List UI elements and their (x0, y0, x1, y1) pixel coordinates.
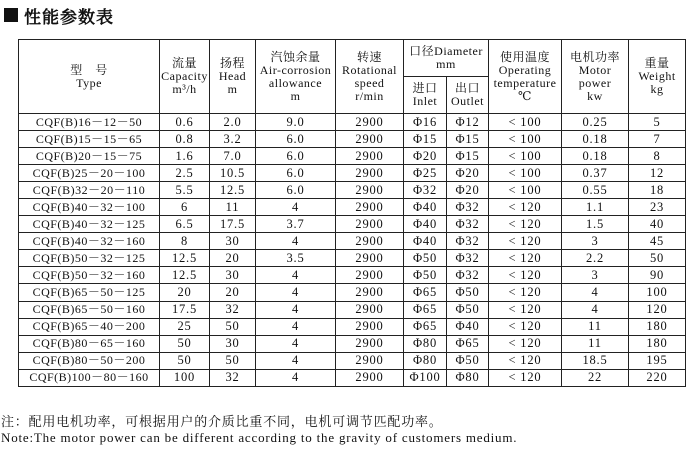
cell-flow: 8 (160, 233, 210, 250)
table-row (19, 301, 686, 318)
header-power: 电机功率 Motor power kw (562, 40, 629, 114)
table-row (19, 352, 686, 369)
cell-corrosion: 4 (256, 301, 336, 318)
cell-corrosion: 6.0 (256, 131, 336, 148)
cell-corrosion: 6.0 (256, 182, 336, 199)
table-row (19, 131, 686, 148)
cell-flow: 17.5 (160, 301, 210, 318)
cell-speed: 2900 (336, 165, 404, 182)
cell-power: 0.37 (562, 165, 629, 182)
cell-temperature: < 120 (489, 284, 562, 301)
cell-head: 2.0 (210, 114, 256, 131)
cell-outlet: Φ15 (447, 148, 489, 165)
cell-temperature: < 120 (489, 352, 562, 369)
cell-type: CQF(B)32－20－110 (19, 182, 160, 199)
cell-speed: 2900 (336, 369, 404, 386)
cell-corrosion: 4 (256, 233, 336, 250)
cell-speed: 2900 (336, 335, 404, 352)
table-row (19, 182, 686, 199)
cell-inlet: Φ80 (404, 352, 447, 369)
cell-inlet: Φ100 (404, 369, 447, 386)
cell-speed: 2900 (336, 199, 404, 216)
cell-weight: 50 (629, 250, 686, 267)
cell-temperature: < 120 (489, 199, 562, 216)
cell-weight: 180 (629, 318, 686, 335)
cell-outlet: Φ20 (447, 182, 489, 199)
table-row (19, 233, 686, 250)
table-row (19, 148, 686, 165)
cell-outlet: Φ65 (447, 335, 489, 352)
header-weight: 重量 Weight kg (629, 40, 686, 114)
cell-power: 0.55 (562, 182, 629, 199)
cell-power: 4 (562, 284, 629, 301)
cell-type: CQF(B)50－32－160 (19, 267, 160, 284)
cell-head: 50 (210, 318, 256, 335)
note-english: Note:The motor power can be different according to the gravity of customers medium. (1, 430, 518, 445)
cell-corrosion: 4 (256, 284, 336, 301)
cell-type: CQF(B)80－65－160 (19, 335, 160, 352)
cell-inlet: Φ50 (404, 267, 447, 284)
cell-weight: 40 (629, 216, 686, 233)
cell-head: 50 (210, 352, 256, 369)
cell-flow: 6.5 (160, 216, 210, 233)
cell-speed: 2900 (336, 301, 404, 318)
table-body (19, 114, 686, 387)
cell-inlet: Φ40 (404, 233, 447, 250)
table-row (19, 335, 686, 352)
table-row (19, 318, 686, 335)
table-row (19, 199, 686, 216)
table-row (19, 267, 686, 284)
cell-weight: 180 (629, 335, 686, 352)
cell-flow: 50 (160, 352, 210, 369)
cell-flow: 12.5 (160, 267, 210, 284)
section-title: 性能参数表 (24, 7, 114, 28)
note-chinese: 注：配用电机功率，可根据用户的介质比重不同，电机可调节匹配功率。 (1, 414, 443, 429)
cell-weight: 23 (629, 199, 686, 216)
performance-parameter-table (18, 39, 686, 387)
cell-power: 2.2 (562, 250, 629, 267)
cell-weight: 195 (629, 352, 686, 369)
cell-type: CQF(B)80－50－200 (19, 352, 160, 369)
square-bullet-icon (4, 8, 18, 22)
cell-head: 32 (210, 369, 256, 386)
cell-speed: 2900 (336, 318, 404, 335)
cell-flow: 6 (160, 199, 210, 216)
cell-inlet: Φ25 (404, 165, 447, 182)
cell-inlet: Φ20 (404, 148, 447, 165)
cell-speed: 2900 (336, 216, 404, 233)
cell-speed: 2900 (336, 284, 404, 301)
cell-outlet: Φ12 (447, 114, 489, 131)
cell-inlet: Φ16 (404, 114, 447, 131)
cell-type: CQF(B)20－15－75 (19, 148, 160, 165)
section-heading (4, 2, 114, 28)
cell-inlet: Φ32 (404, 182, 447, 199)
cell-speed: 2900 (336, 352, 404, 369)
cell-speed: 2900 (336, 267, 404, 284)
cell-flow: 25 (160, 318, 210, 335)
cell-temperature: < 120 (489, 233, 562, 250)
cell-inlet: Φ80 (404, 335, 447, 352)
cell-flow: 1.6 (160, 148, 210, 165)
cell-outlet: Φ40 (447, 318, 489, 335)
cell-flow: 0.6 (160, 114, 210, 131)
cell-speed: 2900 (336, 250, 404, 267)
cell-power: 4 (562, 301, 629, 318)
cell-type: CQF(B)16－12－50 (19, 114, 160, 131)
cell-power: 0.18 (562, 131, 629, 148)
cell-head: 30 (210, 267, 256, 284)
cell-outlet: Φ80 (447, 369, 489, 386)
cell-corrosion: 4 (256, 369, 336, 386)
header-corrosion: 汽蚀余量 Air-corrosion allowance m (256, 40, 336, 114)
cell-outlet: Φ15 (447, 131, 489, 148)
cell-type: CQF(B)40－32－125 (19, 216, 160, 233)
cell-corrosion: 9.0 (256, 114, 336, 131)
cell-corrosion: 3.5 (256, 250, 336, 267)
cell-power: 18.5 (562, 352, 629, 369)
cell-head: 3.2 (210, 131, 256, 148)
cell-head: 32 (210, 301, 256, 318)
cell-type: CQF(B)65－50－160 (19, 301, 160, 318)
cell-temperature: < 100 (489, 165, 562, 182)
cell-type: CQF(B)65－50－125 (19, 284, 160, 301)
cell-speed: 2900 (336, 233, 404, 250)
cell-outlet: Φ32 (447, 250, 489, 267)
cell-power: 1.1 (562, 199, 629, 216)
cell-power: 11 (562, 335, 629, 352)
cell-corrosion: 4 (256, 199, 336, 216)
header-head: 扬程 Head m (210, 40, 256, 114)
cell-speed: 2900 (336, 131, 404, 148)
cell-inlet: Φ40 (404, 216, 447, 233)
cell-corrosion: 4 (256, 352, 336, 369)
cell-inlet: Φ65 (404, 318, 447, 335)
cell-weight: 7 (629, 131, 686, 148)
cell-outlet: Φ32 (447, 216, 489, 233)
cell-speed: 2900 (336, 182, 404, 199)
header-diameter: 口径Diameter mm (404, 40, 489, 77)
notes (1, 414, 699, 446)
table-row (19, 284, 686, 301)
cell-type: CQF(B)15－15－65 (19, 131, 160, 148)
cell-corrosion: 3.7 (256, 216, 336, 233)
cell-outlet: Φ32 (447, 199, 489, 216)
cell-outlet: Φ50 (447, 301, 489, 318)
cell-flow: 0.8 (160, 131, 210, 148)
cell-inlet: Φ65 (404, 284, 447, 301)
cell-type: CQF(B)100－80－160 (19, 369, 160, 386)
cell-weight: 45 (629, 233, 686, 250)
table-row (19, 250, 686, 267)
cell-speed: 2900 (336, 114, 404, 131)
cell-inlet: Φ65 (404, 301, 447, 318)
cell-weight: 120 (629, 301, 686, 318)
cell-corrosion: 4 (256, 335, 336, 352)
cell-temperature: < 100 (489, 182, 562, 199)
header-inlet: 进口 Inlet (404, 77, 447, 114)
cell-power: 3 (562, 267, 629, 284)
cell-temperature: < 120 (489, 250, 562, 267)
cell-head: 17.5 (210, 216, 256, 233)
cell-flow: 2.5 (160, 165, 210, 182)
cell-weight: 12 (629, 165, 686, 182)
table-row (19, 369, 686, 386)
cell-weight: 5 (629, 114, 686, 131)
cell-power: 11 (562, 318, 629, 335)
table-row (19, 216, 686, 233)
cell-inlet: Φ15 (404, 131, 447, 148)
cell-type: CQF(B)40－32－100 (19, 199, 160, 216)
cell-head: 11 (210, 199, 256, 216)
cell-flow: 5.5 (160, 182, 210, 199)
cell-temperature: < 100 (489, 114, 562, 131)
header-speed: 转速 Rotational speed r/min (336, 40, 404, 114)
cell-corrosion: 6.0 (256, 165, 336, 182)
cell-head: 10.5 (210, 165, 256, 182)
cell-type: CQF(B)65－40－200 (19, 318, 160, 335)
cell-weight: 100 (629, 284, 686, 301)
cell-temperature: < 120 (489, 335, 562, 352)
cell-inlet: Φ50 (404, 250, 447, 267)
cell-outlet: Φ32 (447, 267, 489, 284)
cell-type: CQF(B)25－20－100 (19, 165, 160, 182)
cell-corrosion: 4 (256, 267, 336, 284)
cell-power: 1.5 (562, 216, 629, 233)
cell-outlet: Φ20 (447, 165, 489, 182)
cell-power: 0.18 (562, 148, 629, 165)
cell-temperature: < 100 (489, 148, 562, 165)
cell-power: 3 (562, 233, 629, 250)
cell-weight: 18 (629, 182, 686, 199)
header-outlet: 出口 Outlet (447, 77, 489, 114)
cell-type: CQF(B)40－32－160 (19, 233, 160, 250)
cell-flow: 12.5 (160, 250, 210, 267)
cell-temperature: < 120 (489, 318, 562, 335)
cell-outlet: Φ50 (447, 284, 489, 301)
cell-corrosion: 6.0 (256, 148, 336, 165)
cell-flow: 50 (160, 335, 210, 352)
cell-weight: 220 (629, 369, 686, 386)
header-flow: 流量 Capacity m³/h (160, 40, 210, 114)
cell-type: CQF(B)50－32－125 (19, 250, 160, 267)
cell-head: 30 (210, 233, 256, 250)
cell-flow: 100 (160, 369, 210, 386)
cell-speed: 2900 (336, 148, 404, 165)
cell-temperature: < 120 (489, 301, 562, 318)
header-temperature: 使用温度 Operating temperature ℃ (489, 40, 562, 114)
cell-outlet: Φ50 (447, 352, 489, 369)
table-row (19, 114, 686, 131)
cell-flow: 20 (160, 284, 210, 301)
cell-head: 20 (210, 284, 256, 301)
cell-head: 7.0 (210, 148, 256, 165)
cell-weight: 90 (629, 267, 686, 284)
cell-temperature: < 100 (489, 131, 562, 148)
cell-temperature: < 120 (489, 369, 562, 386)
cell-outlet: Φ32 (447, 233, 489, 250)
cell-temperature: < 120 (489, 267, 562, 284)
cell-power: 22 (562, 369, 629, 386)
cell-temperature: < 120 (489, 216, 562, 233)
cell-head: 30 (210, 335, 256, 352)
cell-head: 20 (210, 250, 256, 267)
cell-corrosion: 4 (256, 318, 336, 335)
table-row (19, 165, 686, 182)
cell-head: 12.5 (210, 182, 256, 199)
header-type: 型 号 Type (19, 40, 160, 114)
cell-weight: 8 (629, 148, 686, 165)
cell-power: 0.25 (562, 114, 629, 131)
cell-inlet: Φ40 (404, 199, 447, 216)
